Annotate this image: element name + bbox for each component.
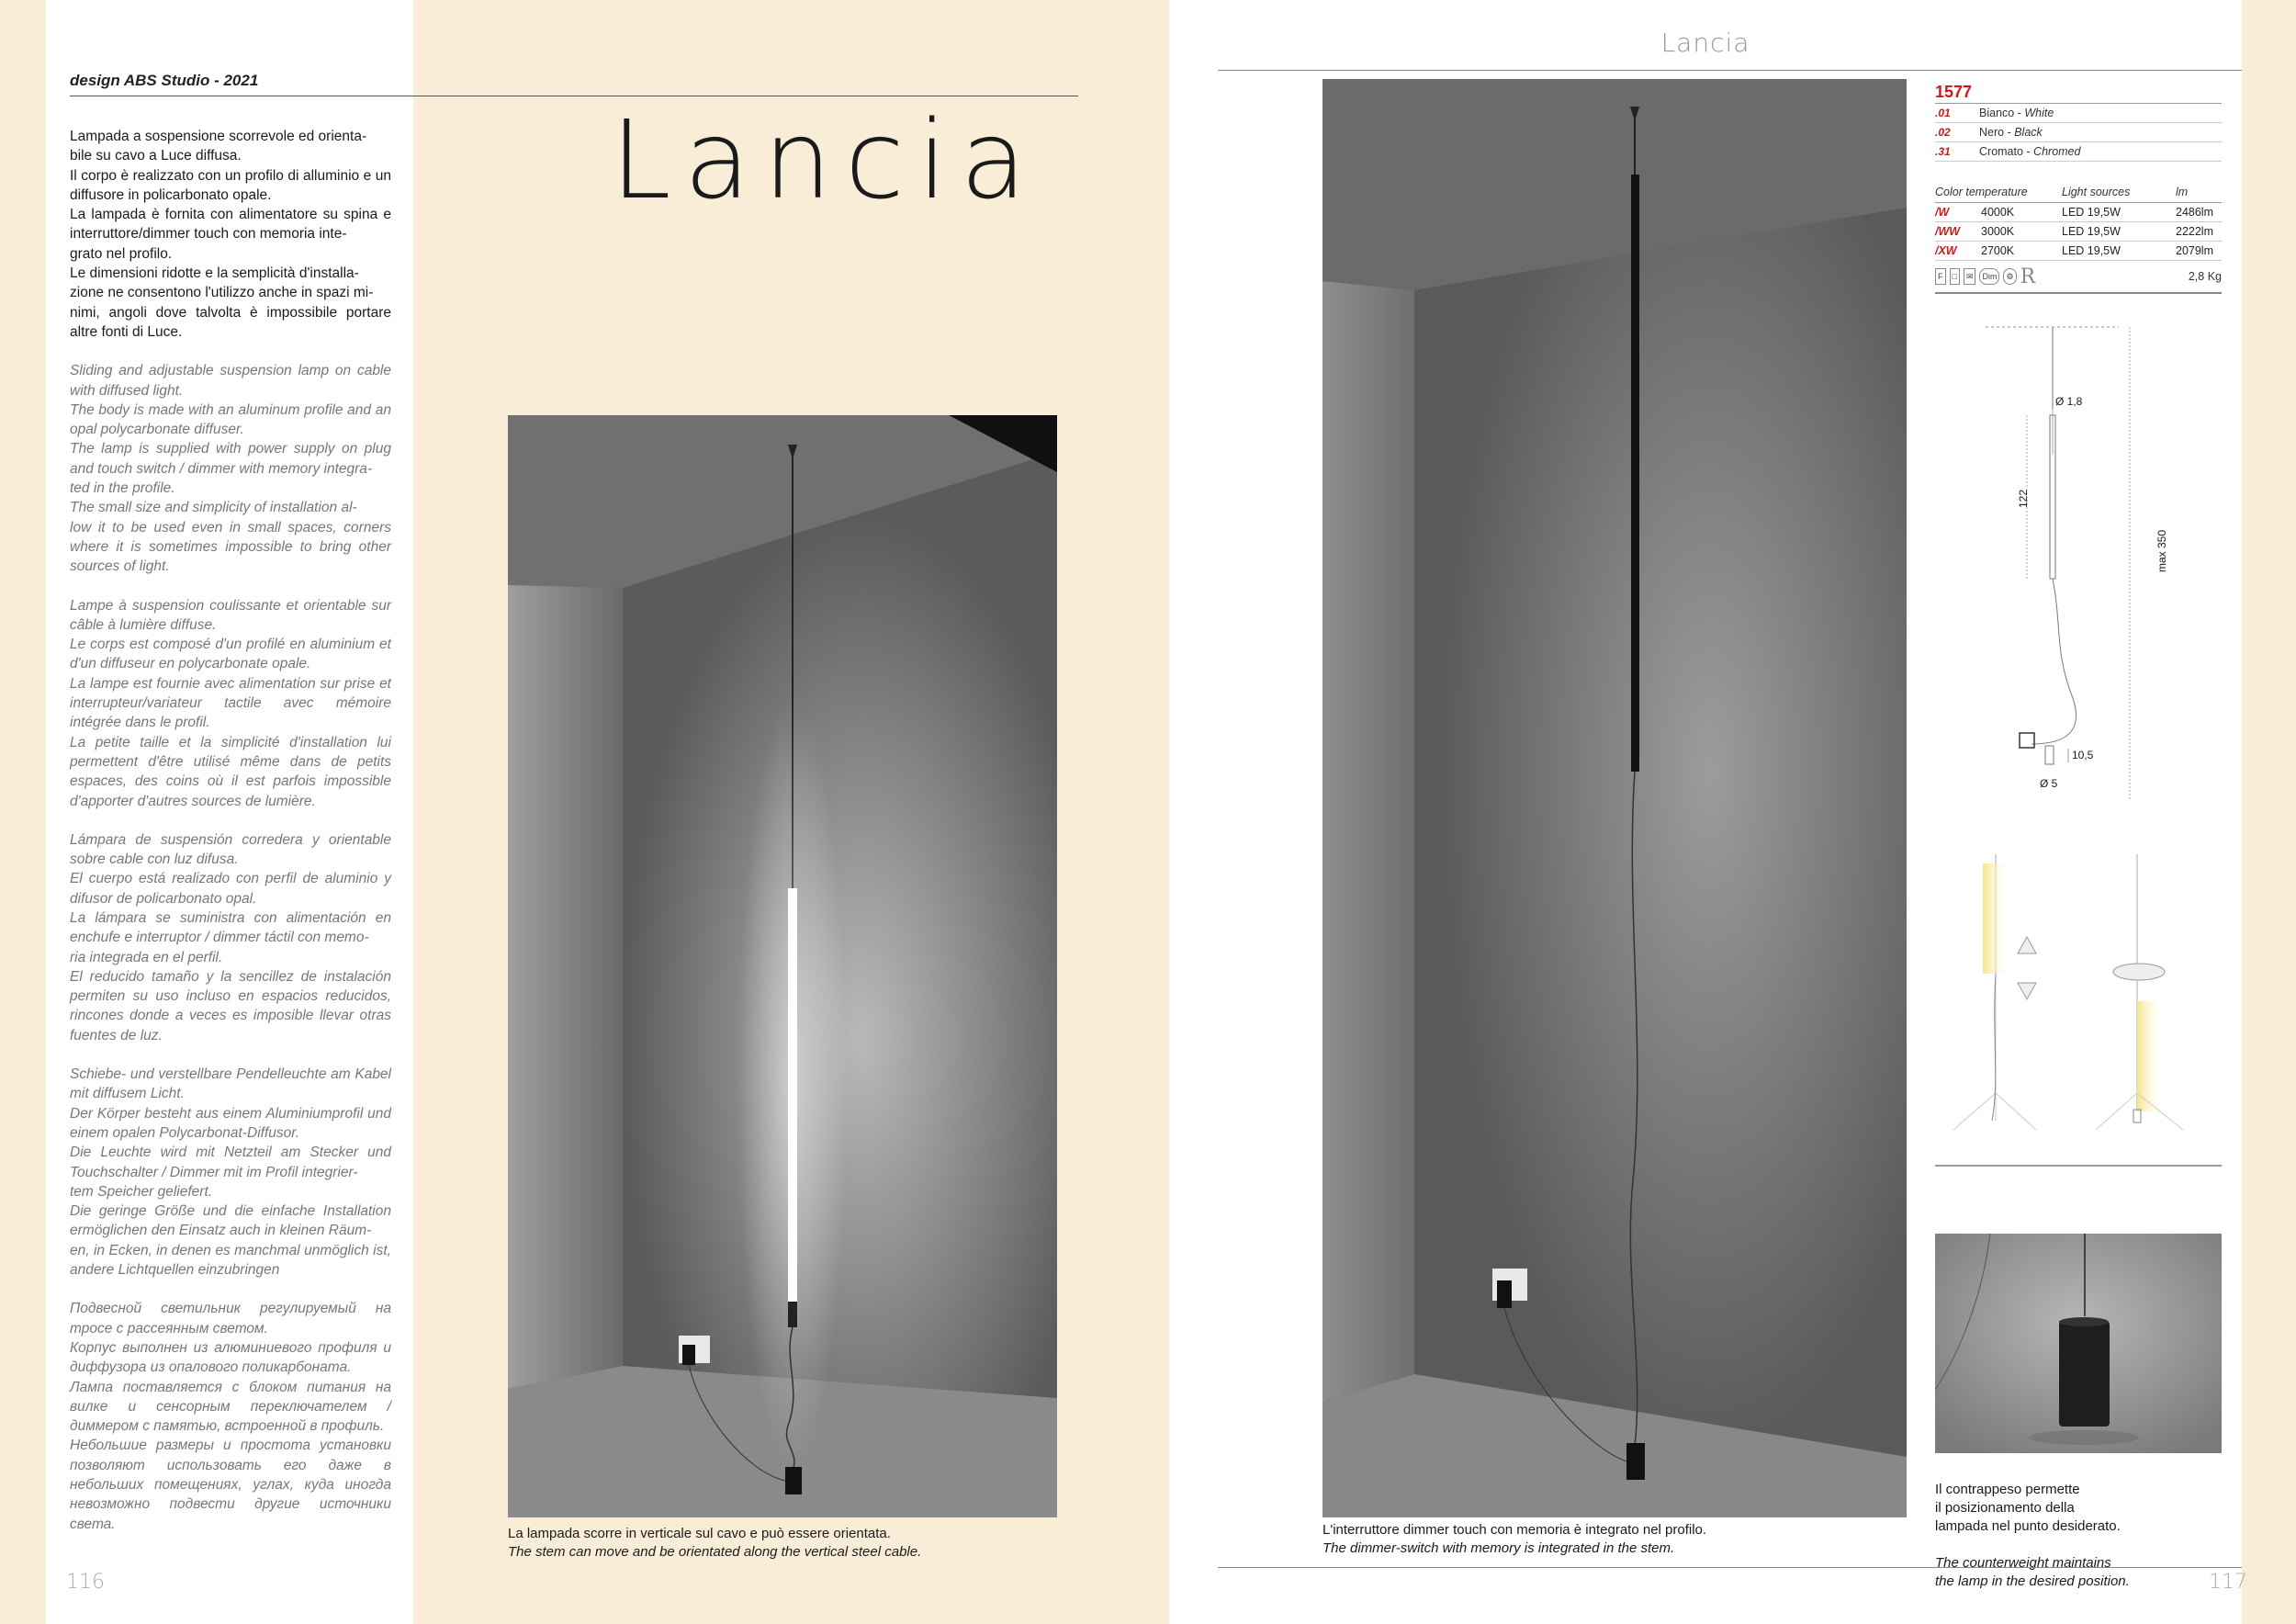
light-table-row (1935, 203, 2222, 222)
finish-row (1935, 142, 2222, 162)
dim-body-length: 122 (2017, 489, 2031, 509)
light-table-row (1935, 222, 2222, 242)
paragraph-french: Lampe à suspension coulissante et orientable sur câble à lumière diffuse. Le corps est composé d'un profilé en aluminium et d'un diffuseur en polycarbonate opale. La lampe est fournie avec alimentation sur prise et interrupteur/variateur tactile avec mémoire intégrée dans le profil. La petite taille et la simplicité d'installation lui permettent d'être utilisé même dans de petits espaces, des coins où il est parfois impossible d'apporter d'autres sources de lumière. (70, 597, 391, 809)
page-number-right: 117 (2209, 1571, 2247, 1594)
technical-drawing (1935, 312, 2222, 799)
right-top-rule (1218, 70, 2242, 71)
lumen-value: 2079lm (2176, 244, 2213, 257)
lumen-value: 2486lm (2176, 206, 2213, 219)
header-light-sources: Light sources (2062, 186, 2131, 198)
right-photo-caption (1322, 1521, 1706, 1558)
paragraph-english: Sliding and adjustable suspension lamp on cable with diffused light. The body is made with an aluminum profile and an opal polycarbonate diffuser. The lamp is supplied with power supply on plug and touch switch / dimmer with memory integra- ted in the profile. The small size and simplicity of installation al- low it to be used even in small spaces, corners where it is sometimes impossible to bring other sources of light. (70, 363, 391, 575)
weight: 2,8 Kg (2188, 270, 2222, 283)
counterweight-photo-image (1935, 1234, 2222, 1453)
lamp-photo-lit (508, 415, 1057, 1517)
paragraph-spanish: Lámpara de suspensión corredera y orientable sobre cable con luz difusa. El cuerpo está realizado con perfil de aluminio y difusor de policarbonato opal. La lámpara se suministra con alimentación en enchufe e interruptor / dimmer táctil con memo- ria integrada en el perfil. El reducido tamaño y la sencillez de instalación permiten su uso incluso en espacios reducidos, rincones donde a veces es imposible llevar otras fuentes de luz. (70, 831, 391, 1043)
finish-name-en: White (2024, 107, 2054, 119)
lamp-photo-dimmer (1322, 79, 1907, 1517)
left-page (46, 0, 1127, 1624)
finish-code: .01 (1935, 107, 1951, 119)
finish-name-en: Black (2014, 126, 2043, 139)
finish-name-it: Nero - (1979, 126, 2015, 139)
counterweight-caption (1935, 1462, 2130, 1609)
finish-row (1935, 104, 2222, 123)
light-source: LED 19,5W (2062, 206, 2121, 219)
left-photo-caption (508, 1525, 921, 1562)
design-credit: design ABS Studio - 2021 (70, 72, 259, 89)
finish-name-it: Bianco - (1979, 107, 2025, 119)
finish-code: .31 (1935, 145, 1951, 158)
envelope-icon: ✉ (1964, 268, 1976, 285)
color-temperature: 3000K (1981, 225, 2015, 238)
dim-diameter-top: Ø 1,8 (2055, 395, 2083, 408)
variant-code: /W (1935, 206, 1950, 219)
adjustment-diagram (1935, 845, 2222, 1139)
variant-code: /XW (1935, 244, 1957, 257)
finish-name-it: Cromato - (1979, 145, 2034, 158)
counterweight-photo (1935, 1234, 2222, 1453)
light-table-row (1935, 242, 2222, 261)
right-bottom-rule (1218, 1567, 2242, 1568)
lamp-photo-lit-image (508, 415, 1057, 1517)
class-two-icon: □ (1950, 268, 1960, 285)
dim-diameter-base: Ø 5 (2040, 777, 2058, 790)
paragraph-russian: Подвесной светильник регулируемый на тросе с рассеянным светом. Корпус выполнен из алюминиевого профиля и диффузора из опалового поликарбоната. Лампа поставляется с блоком питания на вилке и сенсорным переключателем / диммером с памятью, встроенной в профиль. Небольшие размеры и простота установки позволяют использовать его даже в небольших помещениях, углах, куда иногда невозможно подвести другие источники света. (70, 1301, 391, 1532)
finish-row (1935, 123, 2222, 142)
right-page (1169, 0, 2247, 1624)
finish-name (1979, 107, 2054, 119)
page-title: Lancia (611, 96, 1040, 223)
paragraph-italian: Lampada a sospensione scorrevole ed orienta- bile su cavo a Luce diffusa. Il corpo è realizzato con un profilo di alluminio e un diffusore in policarbonato opale. La lampada è fornita con alimentatore su spina e interruttore/dimmer touch con memoria inte- grato nel profilo. Le dimensioni ridotte e la semplicità d'installa- zione ne consentono l'utilizzo anche in spazi mi- nimi, angoli dove talvolta è impossibile portare altre fonti di Luce. (70, 129, 391, 340)
variant-code: /WW (1935, 225, 1961, 238)
color-temperature: 4000K (1981, 206, 2015, 219)
product-code: 1577 (1935, 83, 1973, 101)
header-lumen: lm (2176, 186, 2189, 198)
lumen-value: 2222lm (2176, 225, 2213, 238)
finish-name-en: Chromed (2033, 145, 2081, 158)
paragraph-german: Schiebe- und verstellbare Pendelleuchte am Kabel mit diffusem Licht. Der Körper besteht aus einem Aluminiumprofil und einem opalen Polycarbonat-Diffusor. Die Leuchte wird mit Netzteil am Stecker und Touchschalter / Dimmer mit im Profil integrier- tem Speicher geliefert. Die geringe Größe und die einfache Installation ermöglichen den Einsatz auch in kleinen Räum- en, in Ecken, in denen es manchmal unmöglich ist, andere Lichtquellen einzubringen (70, 1066, 391, 1279)
right-caption-english: The dimmer-switch with memory is integrated in the stem. (1322, 1540, 1675, 1556)
energy-icon: ⚙ (2003, 268, 2016, 285)
mid-rule (1935, 1165, 2222, 1167)
left-caption-italian: La lampada scorre in verticale sul cavo e può essere orientata. (508, 1526, 891, 1541)
spec-table (1935, 83, 2222, 294)
finish-name (1979, 145, 2080, 158)
running-title: Lancia (1660, 28, 1750, 58)
lamp-photo-dimmer-image (1322, 79, 1907, 1517)
right-caption-italian: L'interruttore dimmer touch con memoria è integrato nel profilo. (1322, 1522, 1707, 1538)
finish-name (1979, 126, 2043, 139)
light-source: LED 19,5W (2062, 244, 2121, 257)
description-column (70, 127, 391, 1553)
light-source: LED 19,5W (2062, 225, 2121, 238)
counterweight-caption-italian: Il contrappeso permette il posizionamento della lampada nel punto desiderato. (1935, 1482, 2121, 1534)
light-table-header (1935, 186, 2222, 203)
dim-base-height: 10,5 (2072, 749, 2094, 761)
r-mark-icon: R (2020, 265, 2036, 288)
counterweight-caption-english: The counterweight maintains the lamp in the desired position. (1935, 1555, 2130, 1589)
certification-icons (1935, 261, 2222, 294)
finish-code: .02 (1935, 126, 1951, 139)
dimmable-icon: Dim (1979, 268, 1999, 285)
left-caption-english: The stem can move and be orientated along the vertical steel cable. (508, 1544, 922, 1560)
header-color-temperature: Color temperature (1935, 186, 2028, 198)
f-mark-icon: F (1935, 268, 1946, 285)
dim-max-length: max 350 (2155, 529, 2169, 573)
color-temperature: 2700K (1981, 244, 2015, 257)
page-number-left: 116 (66, 1571, 105, 1594)
